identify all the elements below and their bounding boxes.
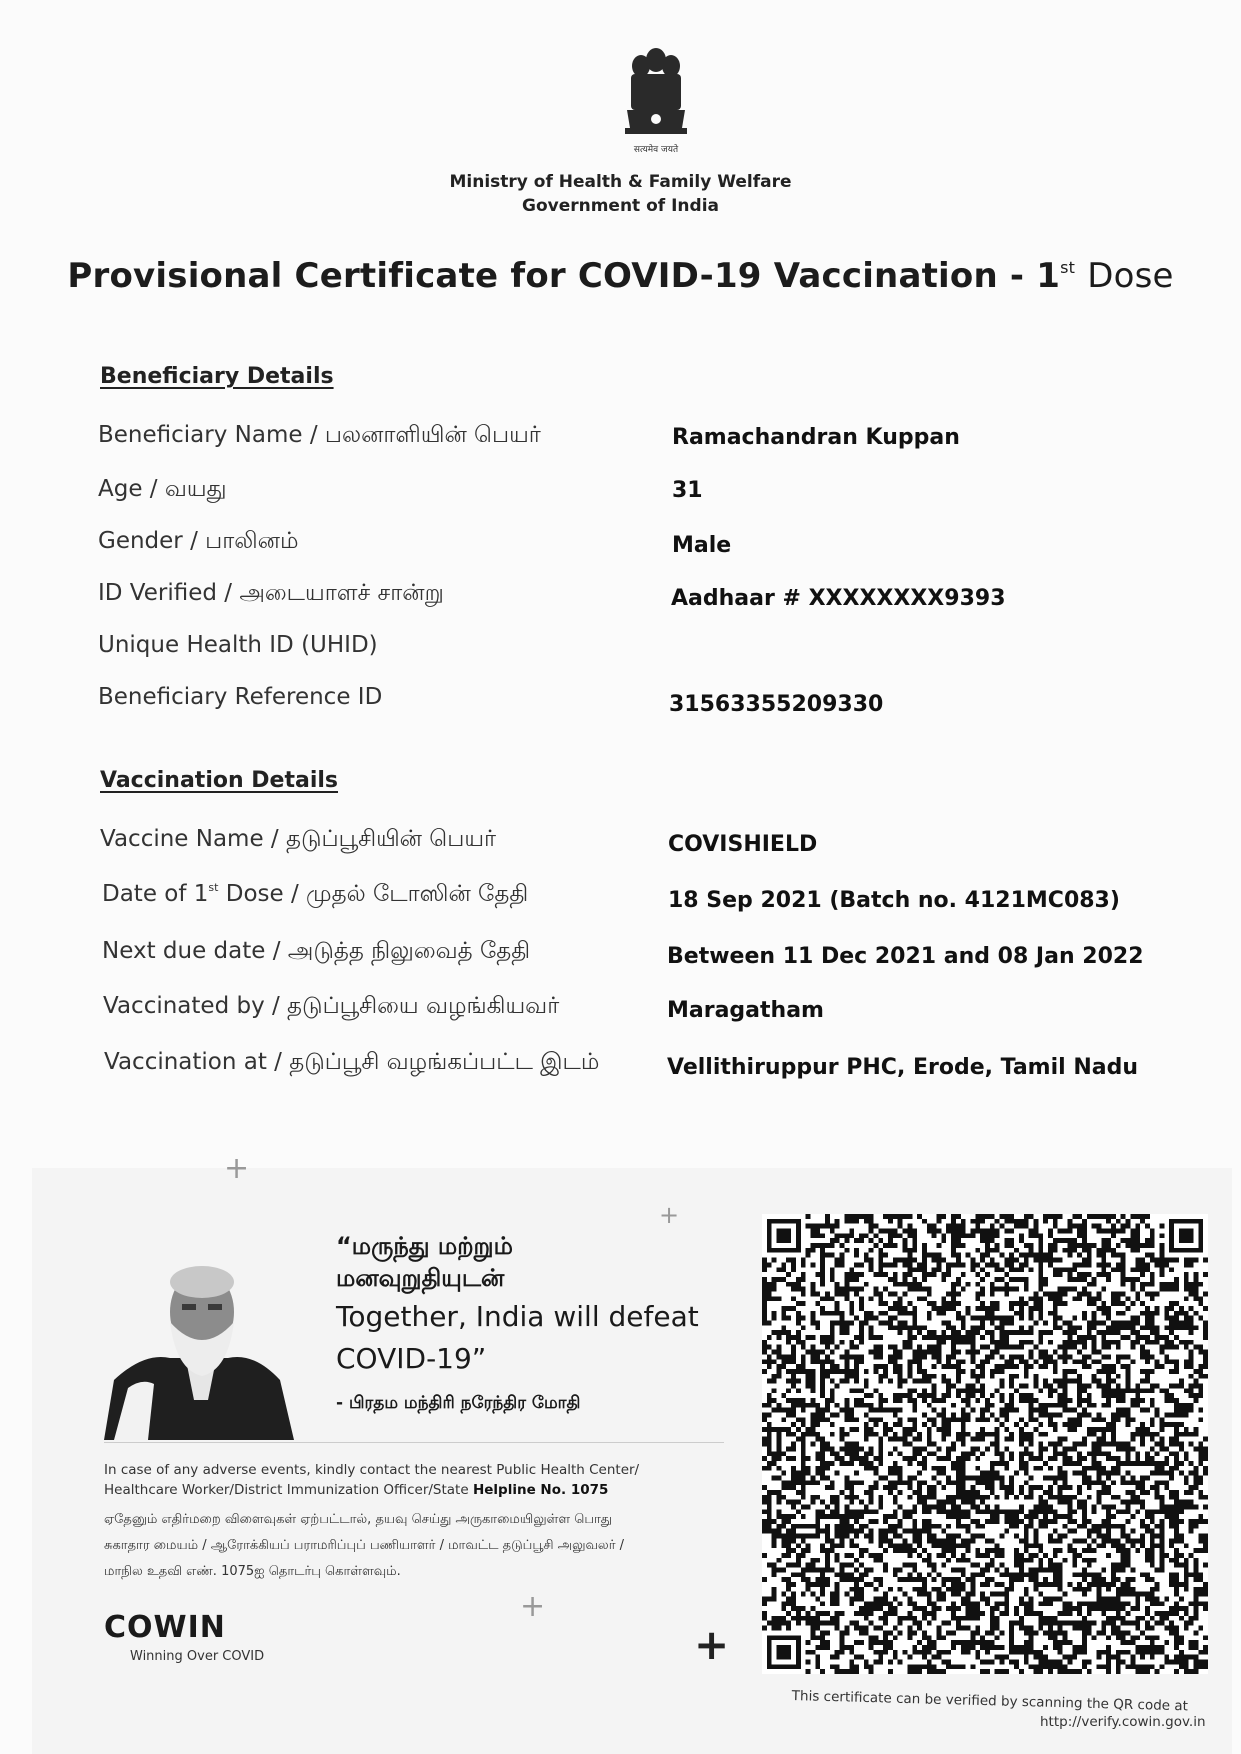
verify-url: http://verify.cowin.gov.in [1040,1714,1206,1730]
age-label: Age / வயது [98,476,227,502]
beneficiary-name-label: Beneficiary Name / பலனாளியின் பெயர் [98,422,541,448]
plus-icon: + [520,1589,546,1624]
reference-id-label: Beneficiary Reference ID [98,684,383,710]
next-due-date-value: Between 11 Dec 2021 and 08 Jan 2022 [667,944,1144,969]
quote-tamil-line2: மனவுறுதியுடன் [336,1264,505,1292]
gender-label: Gender / பாலினம் [98,528,299,554]
plus-icon: + [224,1151,250,1186]
id-verified-label: ID Verified / அடையாளச் சான்று [98,580,444,606]
helpline-en-line2: Healthcare Worker/District Immunization Officer/State Helpline No. 1075 [104,1482,609,1498]
ministry-name: Ministry of Health & Family Welfare [449,172,792,192]
plus-icon: + [694,1620,730,1669]
government-name: Government of India [521,196,719,216]
helpline-en-line1: In case of any adverse events, kindly contact the nearest Public Health Center/ [104,1462,640,1478]
first-dose-date-label: Date of 1st Dose / முதல் டோஸின் தேதி [102,881,529,907]
verify-note: This certificate can be verified by scanning the QR code at [791,1688,1189,1715]
next-due-date-label: Next due date / அடுத்த நிலுவைத் தேதி [102,938,531,964]
vaccination-at-value: Vellithiruppur PHC, Erode, Tamil Nadu [667,1055,1138,1080]
verification-qr-code [762,1214,1208,1674]
beneficiary-details-heading: Beneficiary Details [100,364,334,389]
quote-english-line1: Together, India will defeat [336,1300,699,1333]
vaccine-name-label: Vaccine Name / தடுப்பூசியின் பெயர் [100,826,497,852]
age-value: 31 [672,478,703,503]
cowin-logo: COWIN [104,1610,226,1645]
helpline-ta-line1: ஏதேனும் எதிர்மறை விளைவுகள் ஏற்பட்டால், தயவு செய்து அருகாமையிலுள்ள பொது [104,1512,613,1527]
cowin-tagline: Winning Over COVID [130,1649,265,1664]
quote-attribution: - பிரதம மந்திரி நரேந்திர மோதி [336,1393,581,1413]
vaccination-details-heading: Vaccination Details [100,768,339,793]
vaccine-name-value: COVISHIELD [668,832,818,857]
plus-icon: + [659,1201,680,1229]
vaccination-at-label: Vaccination at / தடுப்பூசி வழங்கப்பட்ட இடம் [104,1049,600,1075]
prime-minister-portrait [104,1260,294,1440]
vaccinated-by-value: Maragatham [667,998,824,1023]
quote-tamil-line1: “மருந்து மற்றும் [336,1232,513,1260]
gender-value: Male [672,533,732,558]
helpline-ta-line2: சுகாதார மையம் / ஆரோக்கியப் பராமரிப்புப் பணியாளர் / மாவட்ட தடுப்பூசி அலுவலர் / [104,1538,625,1553]
beneficiary-name-value: Ramachandran Kuppan [672,425,960,450]
first-dose-date-value: 18 Sep 2021 (Batch no. 4121MC083) [668,888,1120,913]
vaccinated-by-label: Vaccinated by / தடுப்பூசியை வழங்கியவர் [103,993,560,1019]
national-emblem-icon [613,40,699,160]
quote-english-line2: COVID-19” [336,1342,487,1375]
id-verified-value: Aadhaar # XXXXXXXX9393 [671,586,1006,611]
certificate-title: Provisional Certificate for COVID-19 Vaccination - 1st Dose [67,256,1174,296]
reference-id-value: 31563355209330 [669,692,884,717]
uhid-label: Unique Health ID (UHID) [98,632,378,658]
helpline-ta-line3: மாநில உதவி எண். 1075ஐ தொடர்பு கொள்ளவும். [104,1564,401,1579]
divider [104,1442,724,1443]
svg-text:सत्यमेव जयते: सत्यमेव जयते [633,145,679,155]
